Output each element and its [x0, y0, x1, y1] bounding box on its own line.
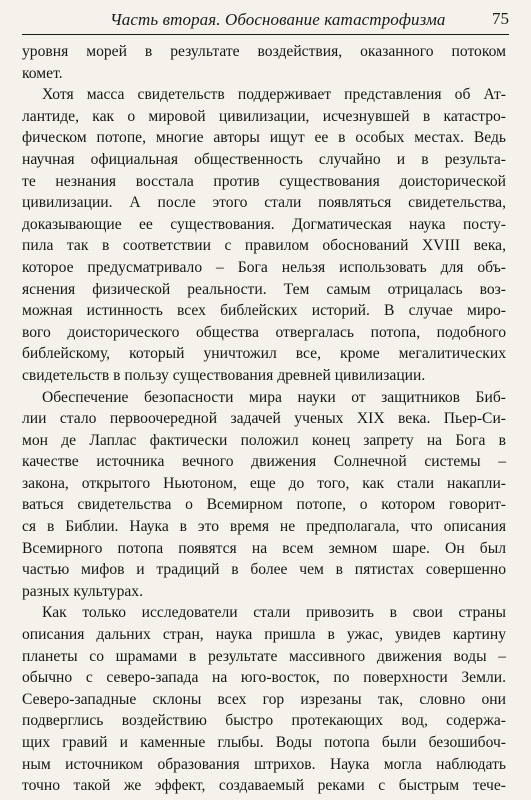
text-line: щих гравий и каменные глыбы. Воды потопа были безошибоч- — [22, 734, 506, 751]
page-number: 75 — [492, 9, 509, 28]
text-line: описания дальних стран, наука пришла в ужас, увидев картину — [22, 626, 506, 644]
text-line: свидетельств в пользу существования древней цивилизации. — [22, 366, 426, 384]
text-line: яснения физической реальности. Тем самым отрицалась воз- — [22, 280, 506, 298]
text-line: библейскому, который уничтожил все, кроме мегалитических — [22, 345, 506, 363]
text-line: лантиде, как о мировой цивилизации, исчезнувшей в катастро- — [22, 107, 506, 125]
text-line: лии стало первоочередной задачей ученых XIX века. Пьер-Си- — [22, 410, 506, 428]
text-line: которое предусматривало – Бога нельзя использовать для объ- — [22, 258, 506, 276]
text-line: фическом потопе, многие авторы ищут ее в особых местах. Ведь — [22, 129, 506, 147]
text-line: Как только исследователи стали привозить в свои страны — [42, 604, 506, 622]
text-line: ным источником образования штрихов. Наука могла наблюдать — [22, 755, 506, 773]
text-line: подверглись воздействию быстро протекающих вод, содержа- — [22, 712, 506, 730]
text-line: вого доисторического общества отвергалась потопа, подобного — [22, 323, 506, 341]
text-line: ваться свидетельства о Всемирном потопе, о котором говорит- — [22, 496, 506, 514]
text-line: мон де Лаплас фактически положил конец запрету на Бога в — [22, 431, 506, 449]
text-line: научная официальная общественность случайно и в результа- — [22, 150, 506, 168]
text-line: Северо-западные склоны всех гор изрезаны так, словно они — [22, 690, 506, 708]
running-title: Часть вторая. Обоснование катастрофизма — [110, 10, 446, 29]
text-line: можная истинность всех библейских историй. В случае миро- — [22, 302, 506, 320]
text-line: пила так в соответствии с правилом обоснований XVIII века, — [22, 237, 506, 255]
text-line: обычно с северо-запада на юго-восток, по поверхности Земли. — [22, 669, 506, 687]
text-line: разных культурах. — [22, 582, 143, 600]
text-line: частью мифов и традиций в более чем в пятистах совершенно — [22, 561, 506, 579]
text-line: Обеспечение безопасности мира науки от защитников Биб- — [42, 388, 506, 406]
text-line: Хотя масса свидетельств поддерживает представления об Ат- — [42, 86, 506, 104]
text-line: качестве источника вечного движения Солнечной системы – — [22, 453, 506, 471]
text-line: цивилизации. А после этого стали появляться свидетельства, — [22, 194, 506, 212]
text-line: уровня морей в результате воздействия, оказанного потоком — [22, 43, 506, 60]
text-line: закона, открытого Ньютоном, еще до того, как стали накапли- — [22, 474, 506, 492]
text-line: Всемирного потопа появятся на всем земном шаре. Он был — [22, 539, 506, 557]
text-line: комет. — [22, 64, 63, 82]
text-line: доказывающие ее существования. Догматическая наука посту- — [22, 215, 506, 233]
running-header — [22, 8, 509, 35]
text-line: точно такой же эффект, создаваемый реками с быстрым тече- — [22, 777, 506, 795]
text-line: те незнания восстала против существования доисторической — [22, 172, 506, 190]
body-text — [22, 41, 506, 797]
text-line: планеты со шрамами в результате массивного движения воды – — [22, 647, 506, 665]
text-line: ся в Библии. Наука в это время не предполагала, что описания — [22, 518, 506, 536]
